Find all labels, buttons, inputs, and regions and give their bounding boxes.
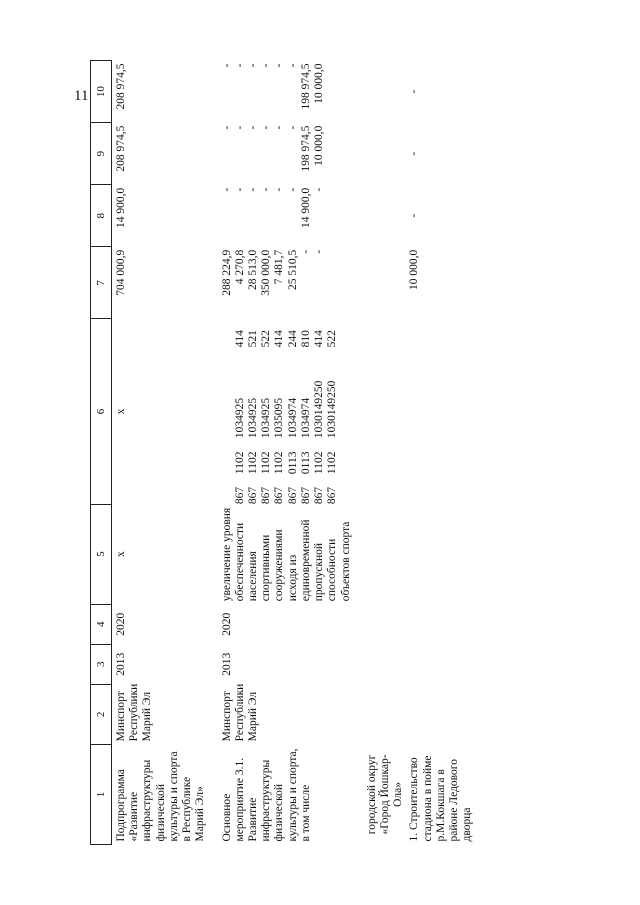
col-header-6: 6: [91, 319, 112, 504]
rotated-table-container: [90, 60, 510, 845]
end-year: 2020: [220, 612, 233, 636]
section-codes: 1102 1102 1102 1102 0113 0113 1102 1102: [233, 451, 339, 475]
indicator: увеличение уровня обеспеченности населения спортивными сооружениями исходя из единовременной пропускной способности объектов спорта: [220, 507, 352, 602]
col-header-5: 5: [91, 504, 112, 604]
value-col7: 704 000,9: [115, 249, 127, 296]
grbs-codes: 867 867 867 867 867 867 867 867: [233, 486, 339, 505]
col-header-8: 8: [91, 185, 112, 247]
value-col9: -: [408, 151, 421, 156]
start-year: 2013: [115, 652, 127, 676]
col-header-3: 3: [91, 644, 112, 684]
value-col10: 208 974,5: [115, 63, 127, 110]
end-year: 2020: [115, 612, 127, 636]
value-col7: 288 224,9 4 270,8 28 513,0 350 000,0 7 481,7 25 510,5 - -: [220, 249, 326, 296]
value-col10: -: [408, 89, 421, 94]
col-header-4: 4: [91, 604, 112, 644]
page-number: 11: [74, 88, 89, 104]
header-row: [91, 61, 112, 845]
value-col8: -: [408, 213, 421, 218]
indicator: x: [115, 551, 127, 558]
project-name: 1. Строительство стадиона в пойме р.М.Кокшага в районе Ледового дворца: [408, 755, 474, 842]
target-codes: 1034925 1034925 1034925 1035095 1034974 1034974 1030149250 1030149250: [233, 380, 339, 439]
col-header-1: 1: [91, 744, 112, 844]
budget-table: [90, 60, 474, 845]
table-row: [112, 61, 208, 845]
value-col7: 10 000,0: [408, 249, 421, 291]
budget-code: x: [115, 408, 127, 415]
program-name: Подпрограмма «Развитие инфраструктуры физической культуры и спорта в Республике Марий Эл»: [115, 751, 207, 842]
executor: Минспорт Республики Марий Эл: [220, 683, 259, 742]
col-header-7: 7: [91, 247, 112, 319]
value-col10: - - - - - - 198 974,5 10 000,0: [220, 63, 326, 110]
table-row: [363, 61, 406, 845]
table-row: [405, 61, 474, 845]
start-year: 2013: [220, 652, 233, 676]
col-header-10: 10: [91, 61, 112, 123]
col-header-2: 2: [91, 684, 112, 744]
col-header-9: 9: [91, 123, 112, 185]
budget-codes: [218, 319, 353, 504]
table-row: [218, 61, 353, 845]
expense-type-codes: 414 521 522 414 244 810 414 522: [233, 330, 339, 348]
executor: Минспорт Республики Марий Эл: [115, 683, 154, 742]
measure-name: Основное мероприятие 3.1. Развитие инфраструктуры физической культуры и спорта, в том числе: [220, 748, 312, 842]
value-col8: - - - - - - 14 900,0 -: [220, 187, 326, 228]
value-col9: - - - - - - 198 974,5 10 000,0: [220, 125, 326, 172]
value-col9: 208 974,5: [115, 125, 127, 172]
value-col8: 14 900,0: [115, 187, 127, 228]
district-name: городской округ «Город Йошкар-Ола»: [365, 754, 405, 835]
